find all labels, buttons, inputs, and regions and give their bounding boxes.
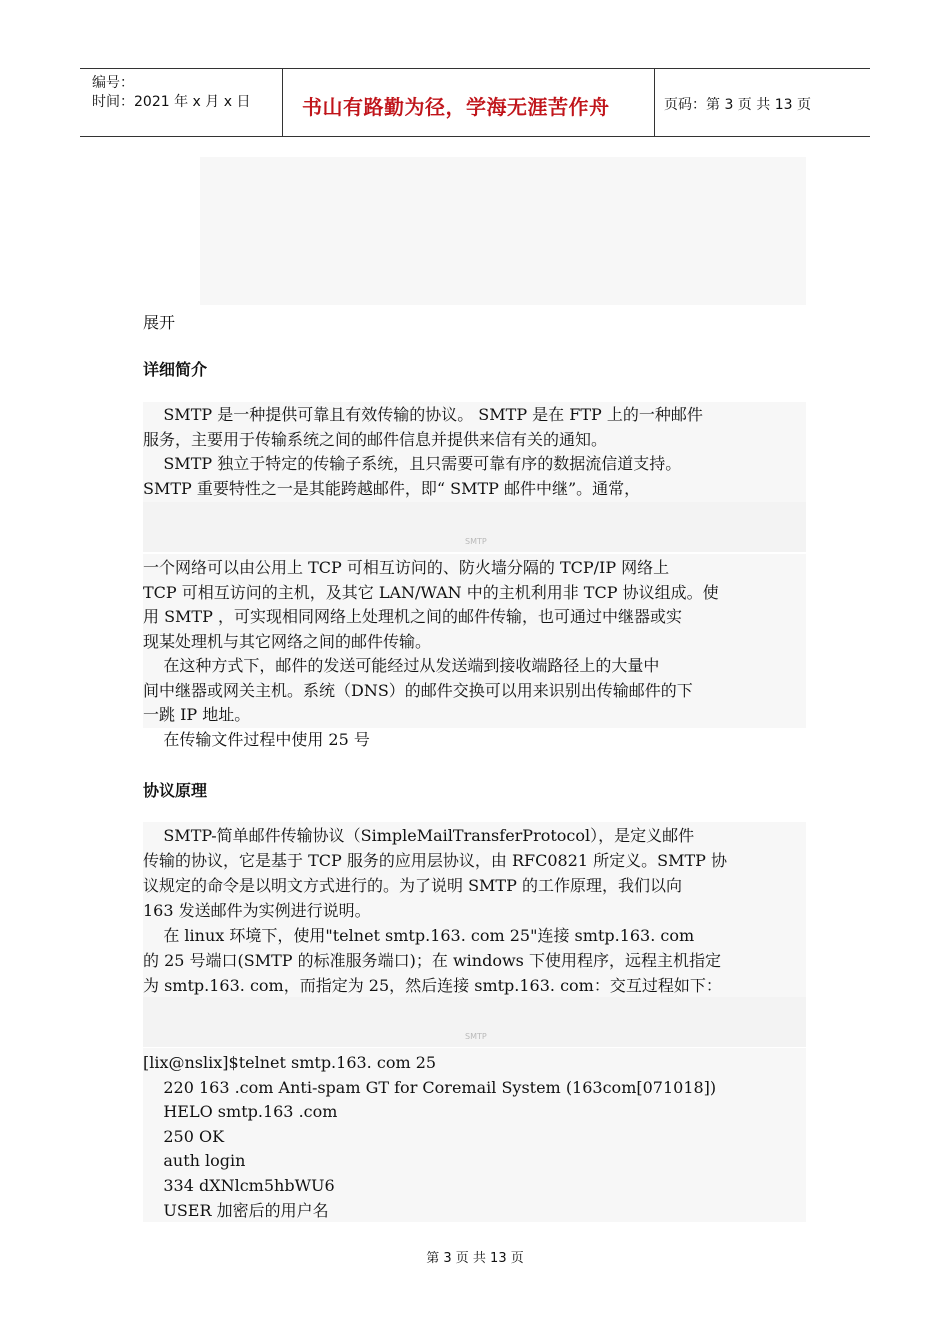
page-footer: 第 3 页 共 13 页 (426, 1251, 524, 1266)
text-line: 250 OK (143, 1126, 225, 1146)
text-line: 用 SMTP ，可实现相同网络上处理机之间的邮件传输，也可通过中继器或实 (143, 607, 682, 626)
text-line: SMTP 独立于特定的传输子系统，且只需要可靠有序的数据流信道支持。 (143, 454, 682, 473)
text-line: 现某处理机与其它网络之间的邮件传输。 (143, 631, 432, 651)
page-header (80, 68, 870, 137)
date-label: 时间：2021 年 x 月 x 日 (92, 94, 251, 110)
section-title-intro: 详细简介 (143, 360, 208, 379)
header-meta-cell (80, 69, 283, 136)
text-line: 334 dXNlcm5hbWU6 (143, 1176, 335, 1195)
text-line: auth login (143, 1151, 246, 1171)
text-line: TCP 可相互访问的主机，及其它 LAN/WAN 中的主机利用非 TCP 协议组成。使 (143, 582, 719, 602)
header-page-cell (654, 69, 870, 136)
text-line: 服务，主要用于传输系统之间的邮件信息并提供来信有关的通知。 (143, 429, 608, 449)
section-title-principle: 协议原理 (143, 781, 208, 800)
motto-text: 书山有路勤为径，学海无涯苦作舟 (302, 95, 610, 119)
expand-text: 展开 (143, 313, 176, 332)
text-line: 议规定的命令是以明文方式进行的。为了说明 SMTP 的工作原理，我们以向 (143, 876, 682, 895)
text-line: 传输的协议，它是基于 TCP 服务的应用层协议，由 RFC0821 所定义。SMTP 协 (143, 851, 728, 870)
image-caption-1: SMTP (465, 537, 487, 546)
header-motto-cell (282, 69, 655, 136)
text-line: HELO smtp.163 .com (143, 1102, 338, 1122)
text-line: 在传输文件过程中使用 25 号 (143, 729, 370, 749)
text-line: 一跳 IP 地址。 (143, 705, 251, 724)
text-line: 一个网络可以由公用上 TCP 可相互访问的、防火墙分隔的 TCP/IP 网络上 (143, 558, 670, 577)
text-line: 220 163 .com Anti-spam GT for Coremail System (163com[071018]) (143, 1077, 717, 1097)
text-line: SMTP 重要特性之一是其能跨越邮件，即“ SMTP 邮件中继”。通常， (143, 478, 641, 498)
top-image-placeholder (200, 157, 806, 305)
text-line: 为 smtp.163. com，而指定为 25，然后连接 smtp.163. com：交互过程如下： (143, 976, 722, 995)
number-label: 编号： (92, 75, 134, 91)
text-line: 的 25 号端口(SMTP 的标准服务端口)；在 windows 下使用程序，远程主机指定 (143, 951, 721, 970)
page-info: 页码：第 3 页 共 13 页 (664, 97, 811, 113)
text-line: 在这种方式下，邮件的发送可能经过从发送端到接收端路径上的大量中 (143, 656, 660, 675)
text-line: 在 linux 环境下，使用"telnet smtp.163. com 25"连接 smtp.163. com (143, 926, 695, 945)
text-line: 间中继器或网关主机。系统（DNS）的邮件交换可以用来识别出传输邮件的下 (143, 680, 693, 700)
text-line: 163 发送邮件为实例进行说明。 (143, 901, 371, 920)
text-line: SMTP-简单邮件传输协议（SimpleMailTransferProtocol），是定义邮件 (143, 826, 695, 845)
text-line: SMTP 是一种提供可靠且有效传输的协议。 SMTP 是在 FTP 上的一种邮件 (143, 405, 703, 424)
text-line: USER 加密后的用户名 (143, 1200, 329, 1220)
text-line: [lix@nslix]$telnet smtp.163. com 25 (143, 1053, 437, 1072)
image-caption-2: SMTP (465, 1032, 487, 1041)
